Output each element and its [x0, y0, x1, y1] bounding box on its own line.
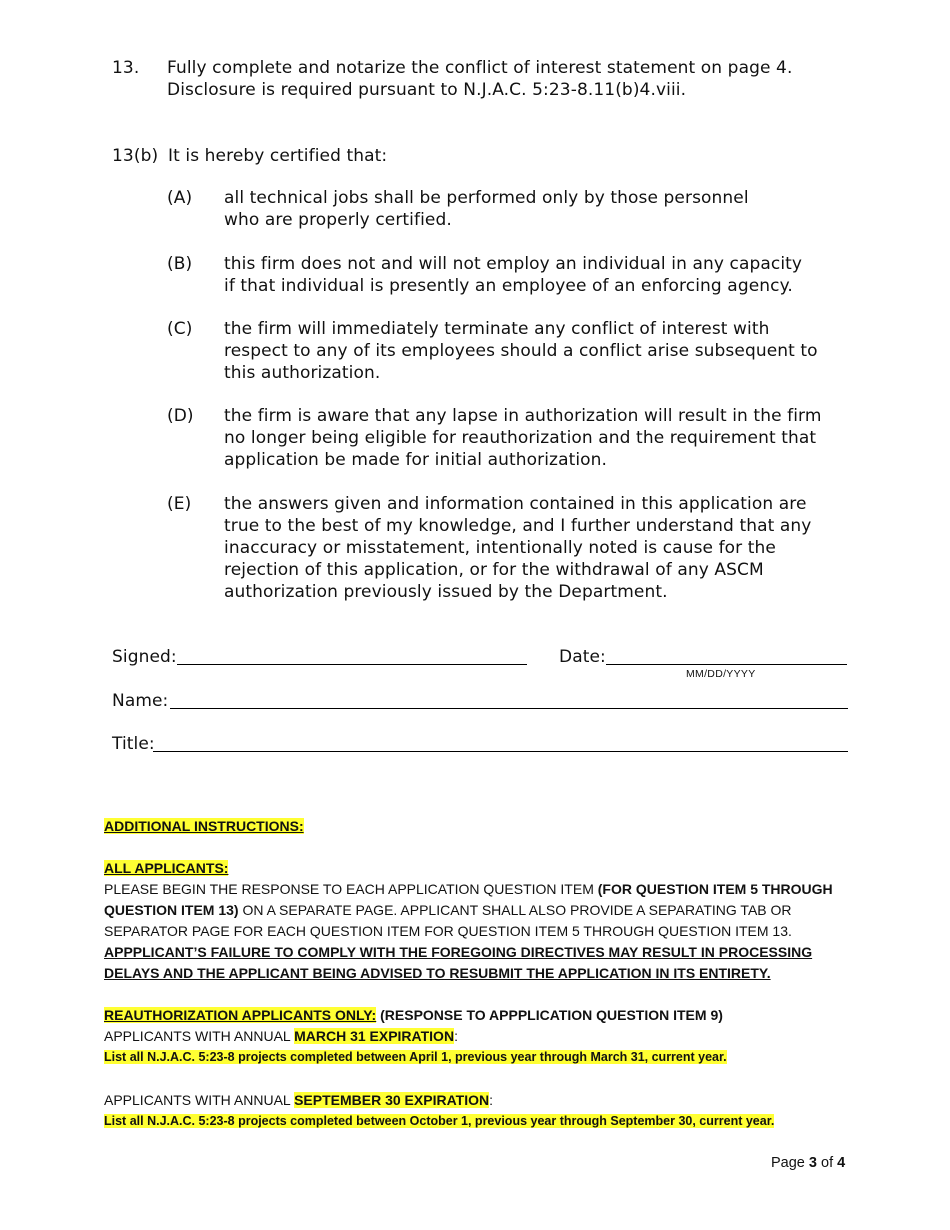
clause-line: if that individual is presently an employee of an enforcing agency. [224, 276, 793, 296]
date-label: Date: [559, 647, 606, 667]
clause-label: (B) [167, 254, 193, 274]
clause-line: who are properly certified. [224, 210, 452, 230]
clause-line: the answers given and information contained in this application are [224, 494, 807, 514]
clause-line: rejection of this application, or for the withdrawal of any ASCM [224, 560, 764, 580]
clause-line: application be made for initial authorization. [224, 450, 608, 470]
name-label: Name: [112, 691, 169, 711]
clause-line: the firm is aware that any lapse in authorization will result in the firm [224, 406, 822, 426]
sept-expiration-label: SEPTEMBER 30 EXPIRATION [294, 1092, 490, 1108]
clause-line: this firm does not and will not employ an individual in any capacity [224, 254, 803, 274]
sept-suffix: : [489, 1092, 493, 1108]
signed-line[interactable] [177, 664, 527, 665]
sept-detail: List all N.J.A.C. 5:23-8 projects completed between October 1, previous year through September 30, current year. [104, 1114, 775, 1128]
all-applicants-warning: APPPLICANT’S FAILURE TO COMPLY WITH THE FOREGOING DIRECTIVES MAY RESULT IN PROCESSING DELAYS AND THE APPLICANT BEING ADVISED TO RESUBMIT THE APPLICATION IN ITS ENTIRETY. [104, 944, 813, 981]
reauth-heading: REAUTHORIZATION APPLICANTS ONLY: [104, 1007, 377, 1023]
item-13-number: 13. [112, 58, 140, 78]
date-format-hint: MM/DD/YYYY [686, 668, 756, 680]
clause-line: respect to any of its employees should a conflict arise subsequent to [224, 341, 818, 361]
clause-line: true to the best of my knowledge, and I further understand that any [224, 516, 812, 536]
reauth-subheading: (RESPONSE TO APPPLICATION QUESTION ITEM 9) [376, 1007, 723, 1023]
signed-label: Signed: [112, 647, 177, 667]
sept-prefix: APPLICANTS WITH ANNUAL [104, 1092, 295, 1108]
all-applicants-text [104, 879, 844, 942]
item-13b-intro: It is hereby certified that: [168, 146, 388, 166]
clause-line: all technical jobs shall be performed only by those personnel [224, 188, 749, 208]
date-line[interactable] [606, 664, 847, 665]
clause-text [224, 405, 844, 471]
clause-text [224, 493, 844, 603]
clause-label: (A) [167, 188, 193, 208]
title-line[interactable] [153, 751, 848, 752]
clause-line: this authorization. [224, 363, 381, 383]
clause-label: (D) [167, 406, 194, 426]
name-line[interactable] [170, 708, 848, 709]
item-13-line-2: Disclosure is required pursuant to N.J.A.C. 5:23-8.11(b)4.viii. [167, 80, 687, 100]
all-applicants-text-c: ON A SEPARATE PAGE. APPLICANT SHALL ALSO PROVIDE A SEPARATING TAB OR SEPARATOR PAGE FOR EACH QUESTION ITEM FOR QUESTION ITEM 5 THROUGH QUESTION ITEM 13. [104, 902, 792, 939]
clause-line: authorization previously issued by the Department. [224, 582, 668, 602]
item-13b-number: 13(b) [112, 146, 159, 166]
title-label: Title: [112, 734, 155, 754]
clause-line: no longer being eligible for reauthorization and the requirement that [224, 428, 817, 448]
additional-instructions-heading: ADDITIONAL INSTRUCTIONS: [104, 818, 304, 834]
march-suffix: : [454, 1028, 458, 1044]
item-13-text [167, 57, 867, 101]
instructions-section [104, 816, 844, 1131]
march-prefix: APPLICANTS WITH ANNUAL [104, 1028, 295, 1044]
clause-text [224, 318, 844, 384]
clause-text [224, 253, 844, 297]
page-total: 4 [837, 1155, 846, 1171]
page-word: Page [771, 1155, 805, 1171]
clause-line: inaccuracy or misstatement, intentionally noted is cause for the [224, 538, 776, 558]
all-applicants-text-a: PLEASE BEGIN THE RESPONSE TO EACH APPLICATION QUESTION ITEM [104, 881, 598, 897]
march-expiration-label: MARCH 31 EXPIRATION [294, 1028, 455, 1044]
clause-line: the firm will immediately terminate any conflict of interest with [224, 319, 770, 339]
all-applicants-text-b: (FOR QUESTION ITEM 5 THROUGH QUESTION ITEM 13) [104, 881, 833, 918]
all-applicants-heading: ALL APPLICANTS: [104, 860, 229, 876]
page-current: 3 [808, 1155, 817, 1171]
march-detail: List all N.J.A.C. 5:23-8 projects completed between April 1, previous year through March 31, current year. [104, 1050, 727, 1064]
of-word: of [821, 1155, 834, 1171]
clause-label: (E) [167, 494, 192, 514]
clause-text [224, 187, 844, 231]
clause-label: (C) [167, 319, 193, 339]
page-footer [771, 1155, 845, 1171]
item-13-line-1: Fully complete and notarize the conflict of interest statement on page 4. [167, 58, 793, 78]
